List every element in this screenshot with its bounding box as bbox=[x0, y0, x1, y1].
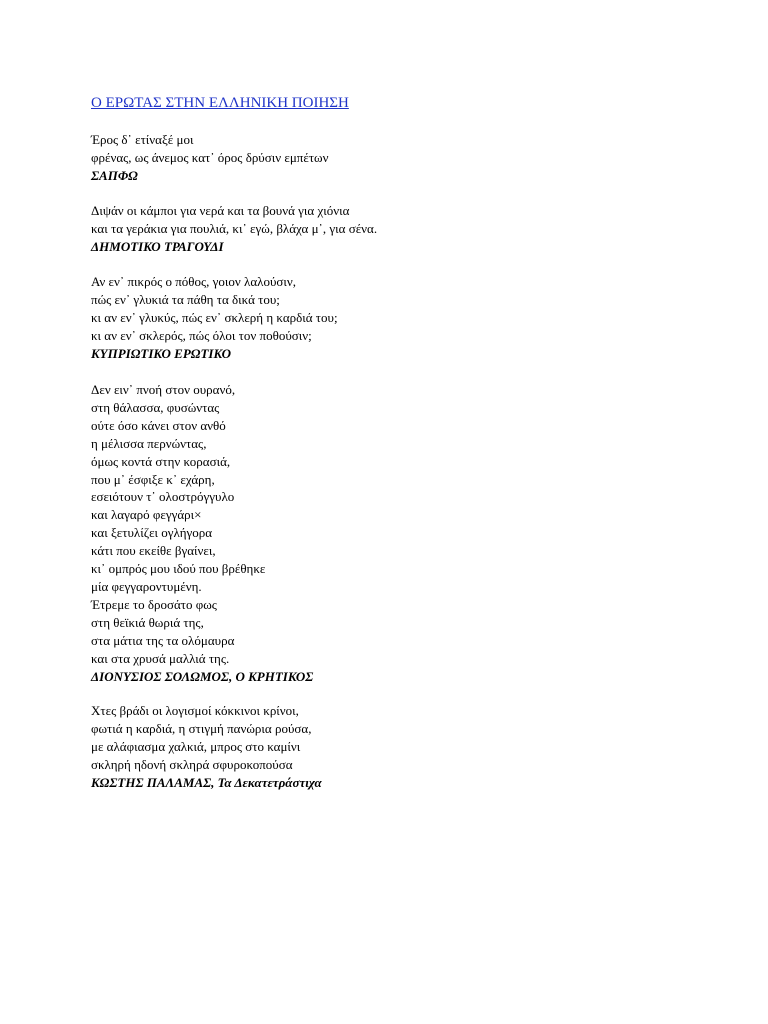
poem-line: με αλάφιασμα χαλκιά, μπρος στο καμίνι bbox=[91, 738, 301, 754]
poem-line: πώς εν᾽ γλυκιά τα πάθη τα δικά του; bbox=[91, 291, 280, 307]
poem-cypriot bbox=[91, 273, 338, 363]
poem-line: Αν εν᾽ πικρός ο πόθος, γοιον λαλούσιν, bbox=[91, 274, 297, 289]
poem-line: φρένας, ως άνεμος κατ᾽ όρος δρύσιν εμπέτων bbox=[91, 149, 329, 165]
poem-solomos bbox=[91, 381, 313, 685]
poem-author: ΣΑΠΦΩ bbox=[91, 167, 138, 183]
poem-line: Χτες βράδι οι λογισμοί κόκκινοι κρίνοι, bbox=[91, 703, 299, 718]
poem-author: ΚΥΠΡΙΩΤΙΚΟ ΕΡΩΤΙΚΟ bbox=[91, 345, 231, 361]
poem-palamas bbox=[91, 702, 322, 792]
poem-line: ούτε όσο κάνει στον ανθό bbox=[91, 417, 226, 433]
poem-line: και τα γεράκια για πουλιά, κι᾽ εγώ, βλάχα μ᾽, για σένα. bbox=[91, 220, 378, 236]
poem-author: ΔΙΟΝΥΣΙΟΣ ΣΟΛΩΜΟΣ, Ο ΚΡΗΤΙΚΟΣ bbox=[91, 668, 314, 684]
poem-line: κάτι που εκείθε βγαίνει, bbox=[91, 543, 216, 559]
poem-line: όμως κοντά στην κορασιά, bbox=[91, 453, 231, 469]
poem-line: κι᾽ ομπρός μου ιδού που βρέθηκε bbox=[91, 561, 266, 577]
poem-line: η μέλισσα περνώντας, bbox=[91, 435, 207, 451]
poem-folk-song bbox=[91, 202, 377, 256]
poem-line: στη θεϊκιά θωριά της, bbox=[91, 614, 204, 630]
poem-line: Διψάν οι κάμποι για νερά και τα βουνά για χιόνια bbox=[91, 203, 350, 218]
poem-line: φωτιά η καρδιά, η στιγμή πανώρια ρούσα, bbox=[91, 720, 312, 736]
poem-line: και λαγαρό φεγγάρι× bbox=[91, 507, 202, 523]
poem-author: ΚΩΣΤΗΣ ΠΑΛΑΜΑΣ, Τα Δεκατετράστιχα bbox=[91, 774, 322, 790]
poem-line: κι αν εν᾽ σκλερός, πώς όλοι τον ποθούσιν; bbox=[91, 327, 312, 343]
poem-author: ΔΗΜΟΤΙΚΟ ΤΡΑΓΟΥΔΙ bbox=[91, 238, 224, 254]
poem-line: στα μάτια της τα ολόμαυρα bbox=[91, 632, 235, 648]
document-title: Ο ΕΡΩΤΑΣ ΣΤΗΝ ΕΛΛΗΝΙΚΗ ΠΟΙΗΣΗ bbox=[91, 95, 349, 111]
poem-line: Δεν ειν᾽ πνοή στον ουρανό, bbox=[91, 382, 236, 397]
poem-line: και ξετυλίζει ογλήγορα bbox=[91, 525, 213, 541]
poem-line: και στα χρυσά μαλλιά της. bbox=[91, 650, 230, 666]
poem-sappho bbox=[91, 131, 329, 185]
poem-line: κι αν εν᾽ γλυκύς, πώς εν᾽ σκλερή η καρδιά του; bbox=[91, 309, 338, 325]
poem-line: που μ᾽ έσφιξε κ᾽ εχάρη, bbox=[91, 471, 215, 487]
poem-line: σκληρή ηδονή σκληρά σφυροκοπούσα bbox=[91, 756, 293, 772]
poem-line: μία φεγγαροντυμένη. bbox=[91, 578, 202, 594]
poem-line: Έτρεμε το δροσάτο φως bbox=[91, 596, 217, 612]
poem-line: στη θάλασσα, φυσώντας bbox=[91, 399, 220, 415]
poem-line: Έρος δ᾽ ετίναξέ μοι bbox=[91, 132, 194, 147]
poem-line: εσειότουν τ᾽ ολοστρόγγυλο bbox=[91, 489, 235, 505]
